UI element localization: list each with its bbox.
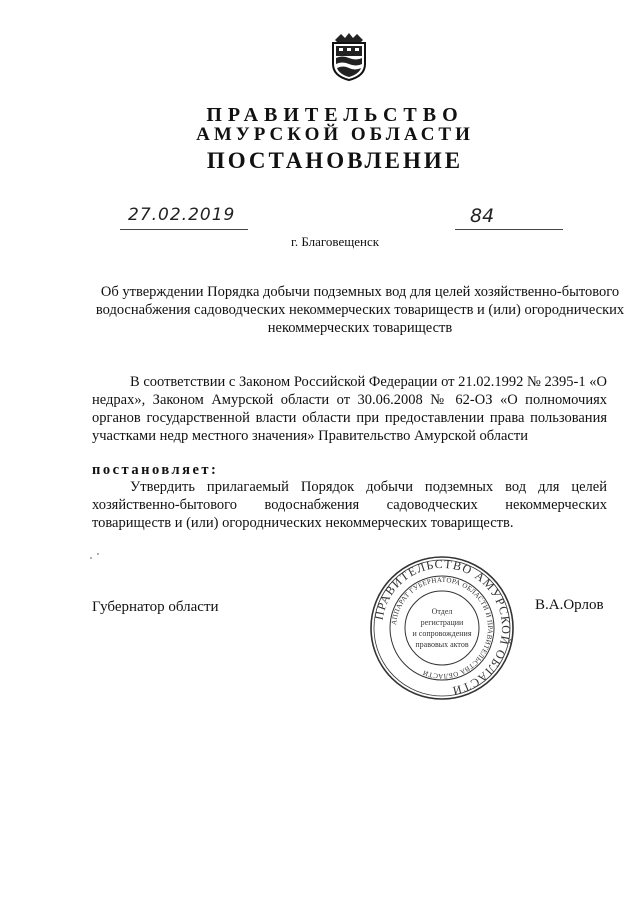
scan-speck [90, 557, 92, 559]
seal-center-line2: регистрации [420, 618, 464, 627]
resolution-paragraph: Утвердить прилагаемый Порядок добычи подземных вод для целей хозяйственно-бытового водоснабжения садоводческих некоммерческих товариществ и (или) огороднических некоммерческих товариществ. [92, 479, 607, 531]
seal-center-line3: и сопровождения [412, 629, 472, 638]
seal-center-line1: Отдел [431, 607, 453, 616]
signatory-position: Губернатор области [92, 599, 219, 615]
amur-coat-of-arms-icon [327, 30, 371, 82]
handwritten-date: 27.02.2019 [128, 205, 236, 225]
number-underline [455, 229, 563, 230]
official-seal-stamp [368, 554, 516, 702]
scan-speck [97, 553, 99, 555]
document-type-title: ПОСТАНОВЛЕНИЕ [206, 148, 464, 173]
preamble-paragraph: В соответствии с Законом Российской Федерации от 21.02.1992 № 2395-1 «О недрах», Законом Амурской области от 30.06.2008 № 62-ОЗ «О полномочиях органов государственной власти области при предоставлении права пользования участками недр местного значения» Правительство Амурской области [92, 374, 607, 444]
svg-text:АППАРАТ ГУБЕРНАТОРА ОБЛАСТИ И [390, 576, 494, 680]
signatory-name: В.А.Орлов [535, 597, 604, 613]
resolves-label: постановляет: [92, 462, 219, 478]
city: г. Благовещенск [290, 234, 380, 249]
document-title: Об утверждении Порядка добычи подземных вод для целей хозяйственно-бытового водоснабжения садоводческих некоммерческих товариществ и (или) огороднических некоммерческих товариществ [95, 284, 625, 336]
government-title: ПРАВИТЕЛЬСТВО [206, 104, 464, 126]
handwritten-number: 84 [470, 205, 495, 227]
seal-outer-text: ПРАВИТЕЛЬСТВО АМУРСКОЙ ОБЛАСТИ [371, 556, 514, 699]
region-title: АМУРСКОЙ ОБЛАСТИ [196, 124, 474, 145]
date-underline [120, 229, 248, 230]
seal-inner-text: АППАРАТ ГУБЕРНАТОРА ОБЛАСТИ И ПРАВИТЕЛЬСТВА ОБЛАСТИ [390, 575, 495, 681]
seal-center-line4: правовых актов [415, 640, 469, 649]
